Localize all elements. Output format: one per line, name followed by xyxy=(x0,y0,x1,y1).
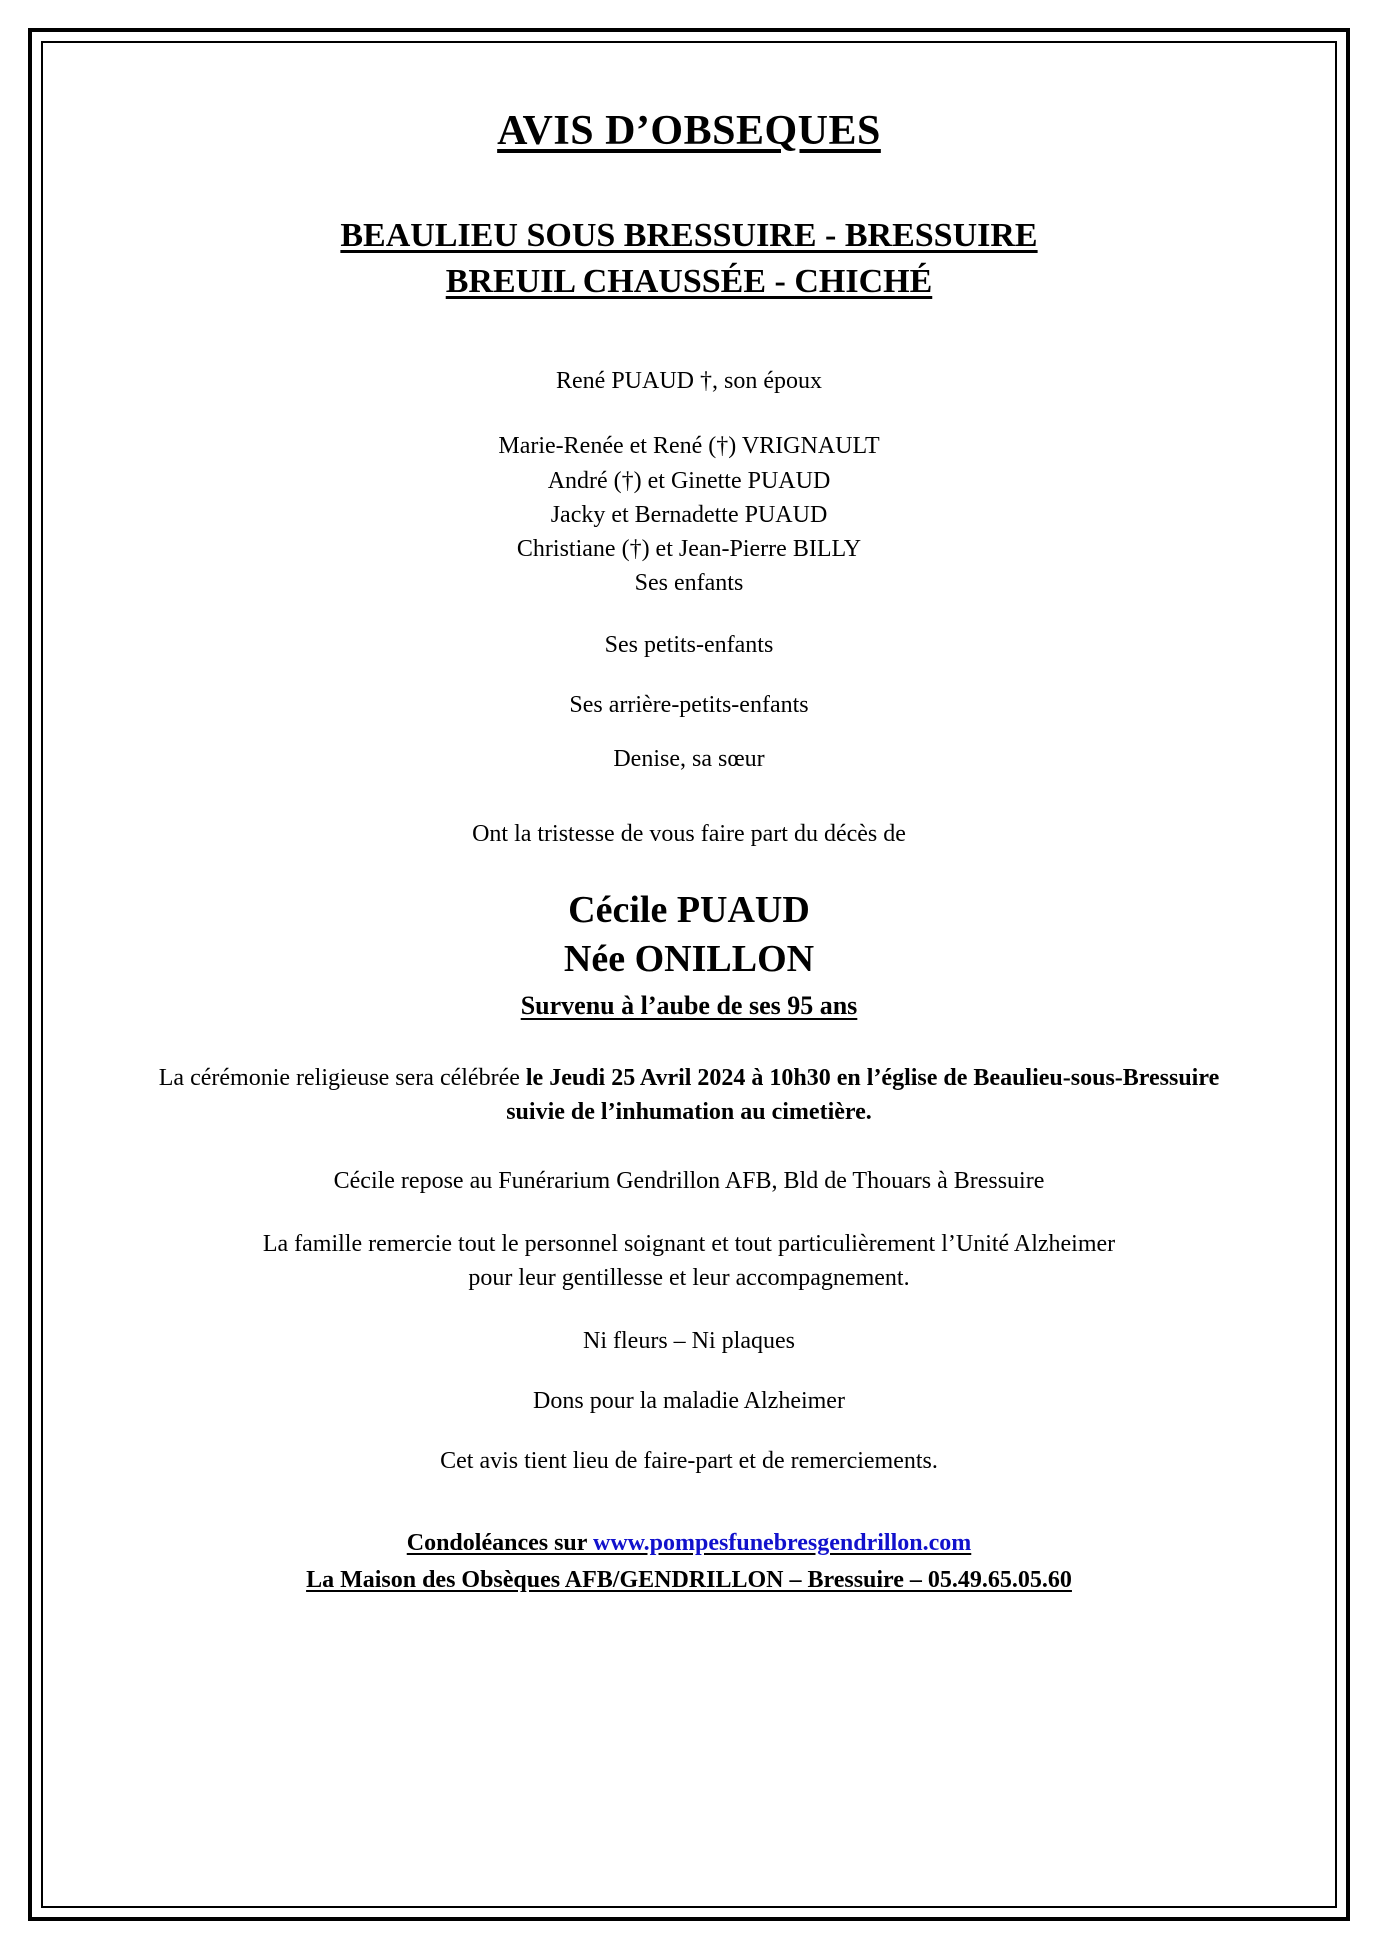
place-line-1: BEAULIEU SOUS BRESSUIRE - BRESSUIRE xyxy=(340,217,1038,255)
condolences-line xyxy=(113,1527,1265,1561)
children-list xyxy=(113,429,1265,599)
deceased-name-block xyxy=(113,886,1265,985)
repose-line: Cécile repose au Funérarium Gendrillon AFB, Bld de Thouars à Bressuire xyxy=(333,1168,1045,1195)
footer-block xyxy=(113,1527,1265,1597)
condolences-link[interactable]: www.pompesfunebresgendrillon.com xyxy=(593,1530,972,1557)
donations-line: Dons pour la maladie Alzheimer xyxy=(533,1388,845,1415)
ceremony-prefix: La cérémonie religieuse sera célébrée xyxy=(158,1064,526,1091)
grandchildren-line: Ses petits-enfants xyxy=(604,631,774,658)
places-heading xyxy=(113,213,1265,305)
spouse-line: René PUAUD †, son époux xyxy=(556,368,822,395)
thanks-line-1: La famille remercie tout le personnel soignant et tout particulièrement l’Unité Alzheimer xyxy=(262,1231,1116,1258)
children-line-2: André (†) et Ginette PUAUD xyxy=(547,467,831,494)
document-content xyxy=(113,107,1265,1598)
ceremony-details: le Jeudi 25 Avril 2024 à 10h30 en l’église de Beaulieu-sous-Bressuire suivie de l’inhumation au cimetière. xyxy=(506,1064,1220,1126)
deceased-maiden-name: Née ONILLON xyxy=(563,938,815,981)
children-line-3: Jacky et Bernadette PUAUD xyxy=(550,501,828,528)
thanks-line-2: pour leur gentillesse et leur accompagnement. xyxy=(468,1264,910,1291)
condolences-label: Condoléances sur xyxy=(406,1530,593,1557)
children-label: Ses enfants xyxy=(634,569,744,596)
children-line-4: Christiane (†) et Jean-Pierre BILLY xyxy=(516,535,862,562)
agency-line: La Maison des Obsèques AFB/GENDRILLON – Bressuire – 05.49.65.05.60 xyxy=(306,1567,1072,1594)
flowers-line: Ni fleurs – Ni plaques xyxy=(583,1328,795,1355)
children-line-1: Marie-Renée et René (†) VRIGNAULT xyxy=(498,433,880,460)
sister-line: Denise, sa sœur xyxy=(613,745,765,772)
age-line: Survenu à l’aube de ses 95 ans xyxy=(520,990,858,1020)
announcement-line: Ont la tristesse de vous faire part du décès de xyxy=(472,820,906,847)
place-line-2: BREUIL CHAUSSÉE - CHICHÉ xyxy=(445,263,933,301)
deceased-name: Cécile PUAUD xyxy=(568,888,810,931)
inner-border xyxy=(41,41,1337,1908)
notice-line: Cet avis tient lieu de faire-part et de remerciements. xyxy=(440,1448,938,1475)
thanks-paragraph xyxy=(113,1228,1265,1295)
ceremony-paragraph xyxy=(113,1061,1265,1131)
outer-border xyxy=(28,28,1350,1921)
page-title: AVIS D’OBSEQUES xyxy=(497,108,881,154)
great-grandchildren-line: Ses arrière-petits-enfants xyxy=(569,691,809,718)
